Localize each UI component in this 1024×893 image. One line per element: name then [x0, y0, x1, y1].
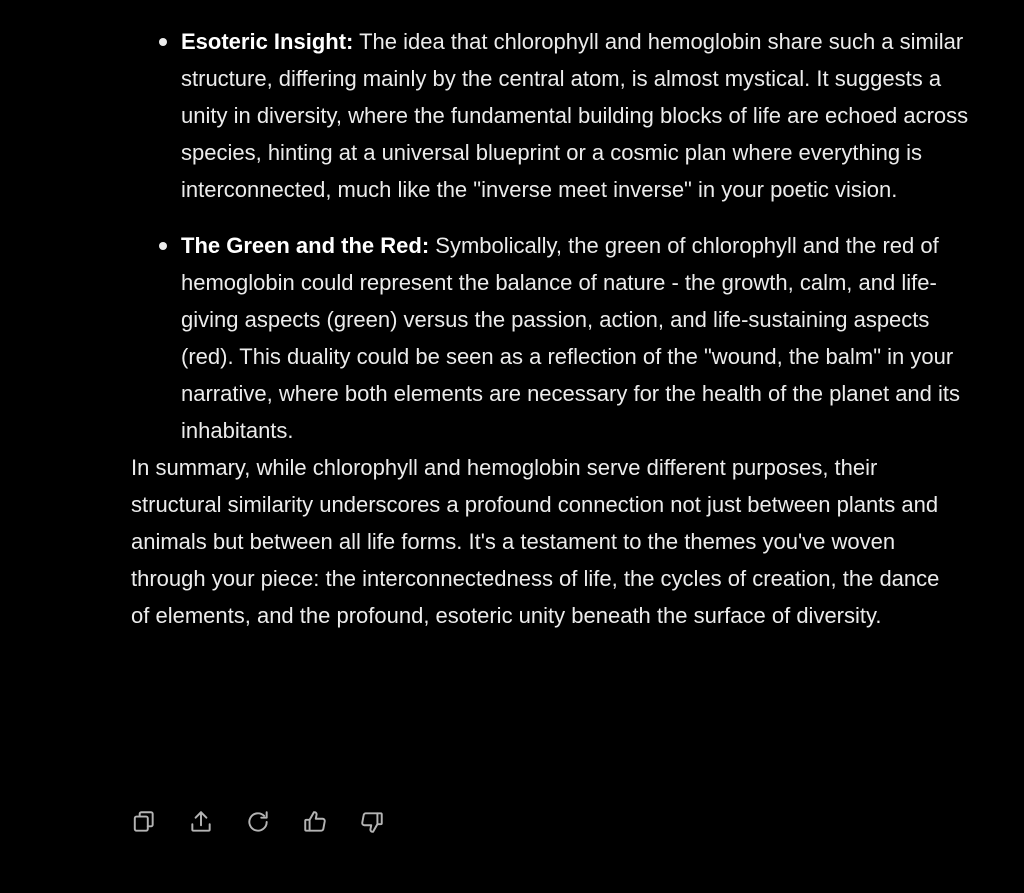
copy-button[interactable]: [131, 807, 188, 837]
list-item-title: Esoteric Insight:: [181, 29, 354, 54]
assistant-message: [131, 23, 969, 656]
summary-paragraph: In summary, while chlorophyll and hemoglobin serve different purposes, their structural similarity underscores a profound connection not just between plants and animals but between all life forms. It's a testament to the themes you've woven through your piece: the interconnectedness of life, the cycles of creation, the dance of elements, and the profound, esoteric unity beneath the surface of diversity.: [131, 455, 940, 628]
share-button[interactable]: [188, 807, 245, 837]
thumbs-down-button[interactable]: [359, 807, 416, 837]
list-item-body: Symbolically, the green of chlorophyll and the red of hemoglobin could represent the balance of nature - the growth, calm, and life-giving aspects (green) versus the passion, action, and life-sustaining aspects (red). This duality could be seen as a reflection of the "wound, the balm" in your narrative, where both elements are necessary for the health of the planet and its inhabitants.: [181, 233, 961, 443]
list-item: [131, 227, 961, 449]
list-item-text: [181, 23, 971, 208]
thumbs-up-icon: [302, 809, 328, 835]
regenerate-button[interactable]: [245, 807, 302, 837]
copy-icon: [131, 809, 157, 835]
list-item: [131, 23, 969, 208]
list-item-title: The Green and the Red:: [181, 233, 430, 258]
list-item-text: [181, 227, 971, 449]
thumbs-down-icon: [359, 809, 385, 835]
share-icon: [188, 809, 214, 835]
thumbs-up-button[interactable]: [302, 807, 359, 837]
message-actions: [131, 807, 416, 837]
bullet-dot: [159, 38, 167, 46]
regenerate-icon: [245, 809, 271, 835]
bullet-dot: [159, 242, 167, 250]
list-item-body: The idea that chlorophyll and hemoglobin share such a similar structure, differing mainly by the central atom, is almost mystical. It suggests a unity in diversity, where the fundamental building blocks of life are echoed across species, hinting at a universal blueprint or a cosmic plan where everything is interconnected, much like the "inverse meet inverse" in your poetic vision.: [181, 29, 969, 202]
bullet-list: [131, 23, 969, 449]
